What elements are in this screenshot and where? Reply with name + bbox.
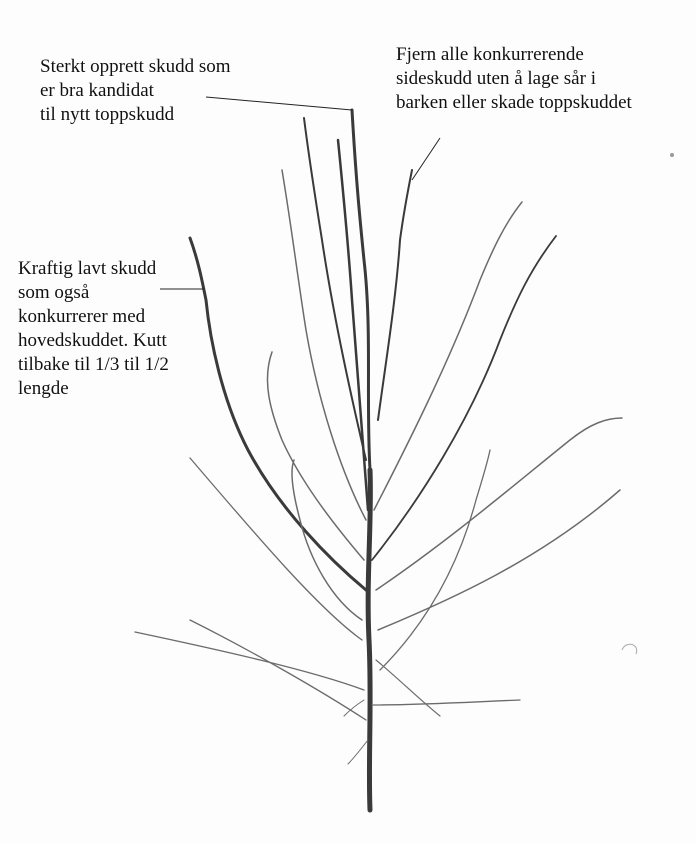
side-branch [292,460,362,620]
annotation-line: er bra kandidat [40,80,154,101]
leader-line-top-right [412,138,440,180]
annotation-line: til nytt toppskudd [40,104,175,125]
annotation-line: sideskudd uten å lage sår i [396,68,596,89]
annotation-upright-shoot [40,55,231,127]
annotation-remove-competing [396,43,632,115]
annotation-line: Fjern alle konkurrerende [396,44,584,65]
trunk [368,470,370,810]
side-branch [135,632,364,690]
annotation-line: Kraftig lavt skudd [18,258,157,279]
right-competing-shoot [378,170,412,420]
side-branch [190,458,362,640]
annotation-line: barken eller skade toppskuddet [396,92,632,113]
side-branch [372,700,520,705]
speck [622,644,637,654]
side-branch [190,620,366,720]
annotation-low-shoot [18,257,169,401]
side-branch [378,490,620,630]
side-branch [374,202,522,510]
annotation-line: Sterkt opprett skudd som [40,56,231,77]
side-branch [376,660,440,716]
side-branch [372,236,556,560]
annotation-line: konkurrerer med [18,306,146,327]
speck [670,153,674,157]
annotation-line: hovedskuddet. Kutt [18,330,167,351]
twig [348,740,368,764]
annotation-line: lengde [18,378,69,399]
left-low-shoot [190,238,366,590]
side-branch [380,450,490,670]
side-branch [282,170,366,520]
annotation-line: som også [18,282,90,303]
upright-shoot [338,140,368,510]
annotation-line: tilbake til 1/3 til 1/2 [18,354,169,375]
